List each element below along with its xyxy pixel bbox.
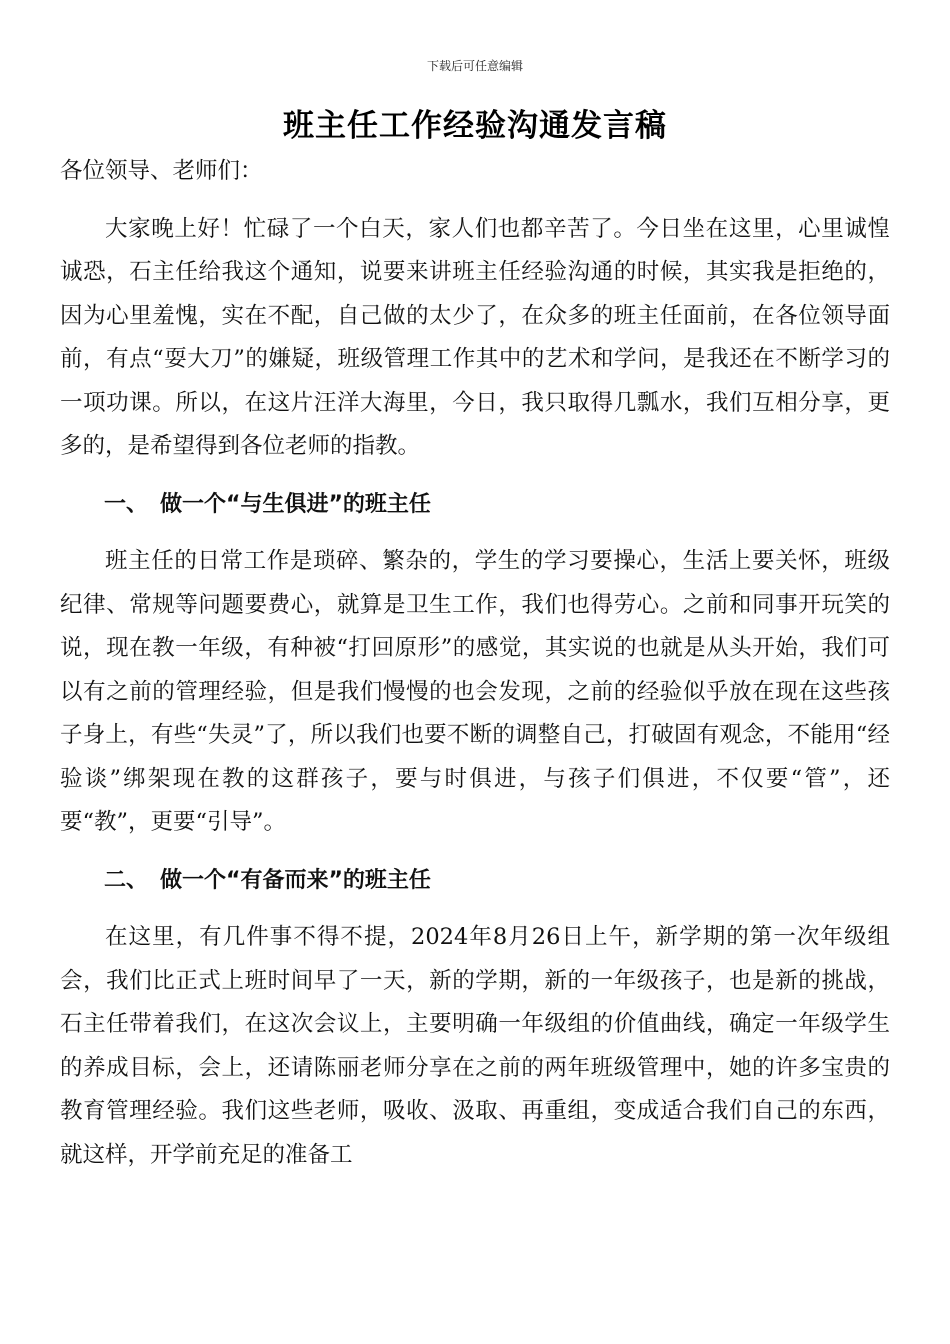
salutation: 各位领导、老师们： (60, 158, 263, 184)
section-heading-text: 做一个“与生俱进”的班主任 (160, 491, 431, 517)
document-title: 班主任工作经验沟通发言稿 (283, 108, 667, 144)
section-number: 二、 (104, 867, 149, 893)
paragraph-intro: 大家晚上好！忙碌了一个白天，家人们也都辛苦了。今日坐在这里，心里诚惶诚恐，石主任给我这个通知，说要来讲班主任经验沟通的时候，其实我是拒绝的，因为心里羞愧，实在不配，自己做的太少了，在众多的班主任面前，在各位领导面前，有点“耍大刀”的嫌疑，班级管理工作其中的艺术和学问，是我还在不断学习的一项功课。所以，在这片汪洋大海里，今日，我只取得几瓢水，我们互相分享，更多的，是希望得到各位老师的指教。 (60, 215, 890, 459)
section-heading-1 (60, 483, 890, 527)
paragraph-section-1: 班主任的日常工作是琐碎、繁杂的，学生的学习要操心，生活上要关怀，班级纪律、常规等问题要费心，就算是卫生工作，我们也得劳心。之前和同事开玩笑的说，现在教一年级，有种被“打回原形”的感觉，其实说的也就是从头开始，我们可以有之前的管理经验，但是我们慢慢的也会发现，之前的经验似乎放在现在这些孩子身上，有些“失灵”了，所以我们也要不断的调整自己，打破固有观念，不能用“经验谈”绑架现在教的这群孩子，要与时俱进，与孩子们俱进，不仅要“管”，还要“教”，更要“引导”。 (60, 548, 890, 835)
document-body (60, 150, 890, 1191)
section-number: 一、 (104, 491, 149, 517)
section-heading-text: 做一个“有备而来”的班主任 (160, 867, 431, 893)
paragraph-section-2: 在这里，有几件事不得不提，2024年8月26日上午，新学期的第一次年级组会，我们比正式上班时间早了一天，新的学期，新的一年级孩子，也是新的挑战，石主任带着我们，在这次会议上，主要明确一年级组的价值曲线，确定一年级学生的养成目标，会上，还请陈丽老师分享在之前的两年班级管理中，她的许多宝贵的教育管理经验。我们这些老师，吸收、汲取、再重组，变成适合我们自己的东西，就这样，开学前充足的准备工 (60, 924, 890, 1168)
section-heading-2 (60, 859, 890, 903)
header-note: 下载后可任意编辑 (426, 59, 523, 73)
